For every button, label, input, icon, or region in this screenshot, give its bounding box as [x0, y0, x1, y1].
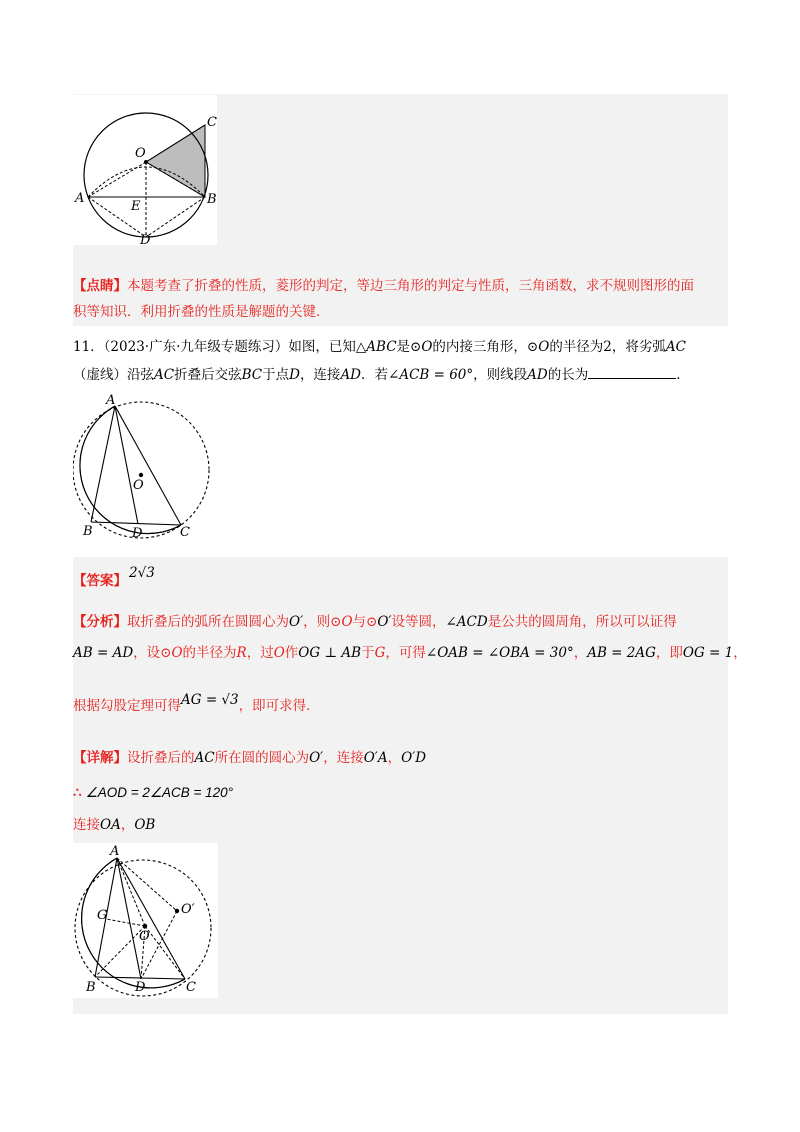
math: AB = 2AG	[587, 645, 656, 661]
therefore-symbol: ∴	[73, 785, 82, 800]
math: AB = AD	[73, 645, 134, 661]
math: O′	[309, 750, 324, 766]
point-label: C	[207, 115, 217, 130]
analysis-line-2	[73, 643, 747, 663]
analysis-label: 【分析】	[73, 614, 127, 630]
point-label: A	[75, 191, 85, 206]
math: AC	[665, 339, 686, 355]
math: BC	[241, 367, 263, 383]
problem-line-2	[73, 365, 690, 385]
note-text: 本题考查了折叠的性质，菱形的判定，等边三角形的判定与性质，三角函数，求不规则图形的面	[127, 278, 694, 294]
math: O′	[289, 614, 304, 630]
problem-text: ．若	[361, 367, 389, 383]
point-label: O	[139, 929, 150, 944]
detail-text: 连接	[73, 817, 100, 833]
analysis-text: 根据勾股定理可得	[73, 698, 181, 714]
math: O	[538, 339, 550, 355]
detail-text: ，	[387, 750, 402, 766]
math: ∠ACB = 60°	[388, 367, 474, 383]
analysis-text: 作	[284, 645, 299, 661]
analysis-text: ，	[733, 645, 747, 661]
analysis-text: 于	[361, 645, 375, 661]
math: AC	[154, 367, 175, 383]
detail-label: 【详解】	[73, 750, 127, 766]
math: AD	[340, 367, 362, 383]
point-label: G	[97, 908, 108, 923]
analysis-text: ，可得	[385, 645, 426, 661]
point-label: C	[180, 525, 190, 540]
math: △ABC	[355, 339, 397, 355]
detail-text: 所在圆的圆心为	[214, 750, 310, 766]
math: O′A	[363, 750, 388, 766]
math: AG = √3	[181, 692, 239, 708]
problem-number: 11．	[73, 339, 104, 355]
problem-text: 的长为	[547, 367, 589, 383]
analysis-line-3	[73, 692, 320, 716]
note-label: 【点睛】	[73, 278, 127, 294]
problem-text: 的半径为2，将劣弧	[549, 339, 666, 355]
detail-line-3	[73, 815, 155, 835]
analysis-text: ，设⊙	[133, 645, 172, 661]
analysis-text: ，过	[246, 645, 274, 661]
math: OB	[134, 817, 156, 833]
analysis-text: 设等圆，	[391, 614, 446, 630]
detail-text: ，	[120, 817, 135, 833]
math: O′D	[401, 750, 427, 766]
math: OG ⊥ AB	[298, 645, 362, 661]
analysis-text: 是公共的圆周角，所以可以证得	[487, 614, 677, 630]
point-label: B	[86, 980, 96, 995]
answer-label: 【答案】	[73, 573, 127, 589]
math: AD	[527, 367, 548, 383]
point-label: B	[83, 524, 93, 539]
point-label: O′	[181, 902, 195, 917]
answer-blank	[588, 366, 676, 379]
problem-text: 折叠后交弦	[174, 367, 242, 383]
point-label: D	[135, 980, 146, 995]
analysis-line-1	[73, 612, 677, 632]
math: ∠OAB = ∠OBA = 30°	[425, 645, 574, 661]
math: R	[236, 645, 247, 661]
point-label: C	[186, 980, 196, 995]
answer-value: 2√3	[129, 565, 155, 581]
detail-line-1	[73, 748, 426, 768]
problem-text: 是⊙	[396, 339, 422, 355]
analysis-text: ，则⊙	[303, 614, 342, 630]
detail-text: 设折叠后的	[127, 750, 195, 766]
math: AC	[194, 750, 215, 766]
problem-text: ，连接	[299, 367, 341, 383]
math: O′	[377, 614, 392, 630]
math: O	[341, 614, 353, 630]
analysis-text: ，即	[655, 645, 683, 661]
point-label: O	[133, 478, 144, 493]
point-label: O	[135, 146, 146, 161]
math: ∠ACD	[445, 614, 488, 630]
analysis-text: ，即可求得．	[238, 698, 320, 714]
problem-text: 于点	[262, 367, 290, 383]
note-line-2	[73, 302, 330, 322]
figure-solution-circle	[73, 843, 218, 998]
point-label: A	[106, 393, 116, 408]
point-label: E	[131, 199, 141, 214]
problem-text: ．	[676, 367, 690, 383]
math: G	[374, 645, 386, 661]
note-line-1	[73, 276, 694, 296]
math: OA	[100, 817, 121, 833]
problem-text: 如图，已知	[288, 339, 356, 355]
analysis-text: 取折叠后的弧所在圆圆心为	[127, 614, 289, 630]
analysis-text: 的半径为	[182, 645, 237, 661]
detail-line-2	[73, 783, 233, 803]
figure-problem-circle	[73, 390, 218, 540]
point-label: A	[110, 844, 120, 859]
math: D	[289, 367, 300, 383]
math: O	[421, 339, 433, 355]
answer-line	[73, 563, 155, 589]
math: O	[171, 645, 183, 661]
analysis-text: ，	[573, 645, 588, 661]
problem-text: （虚线）沿弦	[73, 367, 154, 383]
note-text: 积等知识．利用折叠的性质是解题的关键．	[73, 304, 330, 320]
math: O	[273, 645, 285, 661]
problem-line-1	[73, 337, 686, 357]
point-label: D	[132, 526, 143, 540]
figure-folded-circle	[73, 95, 217, 245]
point-label: D	[140, 233, 151, 245]
problem-text: ，则线段	[473, 367, 528, 383]
problem-source: （2023·广东·九年级专题练习）	[103, 339, 289, 355]
analysis-text: 与⊙	[352, 614, 378, 630]
math: ∠AOD = 2∠ACB = 120°	[85, 785, 234, 800]
problem-text: 的内接三角形，⊙	[432, 339, 539, 355]
detail-text: ，连接	[323, 750, 364, 766]
point-label: B	[207, 192, 217, 207]
math: OG = 1	[682, 645, 734, 661]
